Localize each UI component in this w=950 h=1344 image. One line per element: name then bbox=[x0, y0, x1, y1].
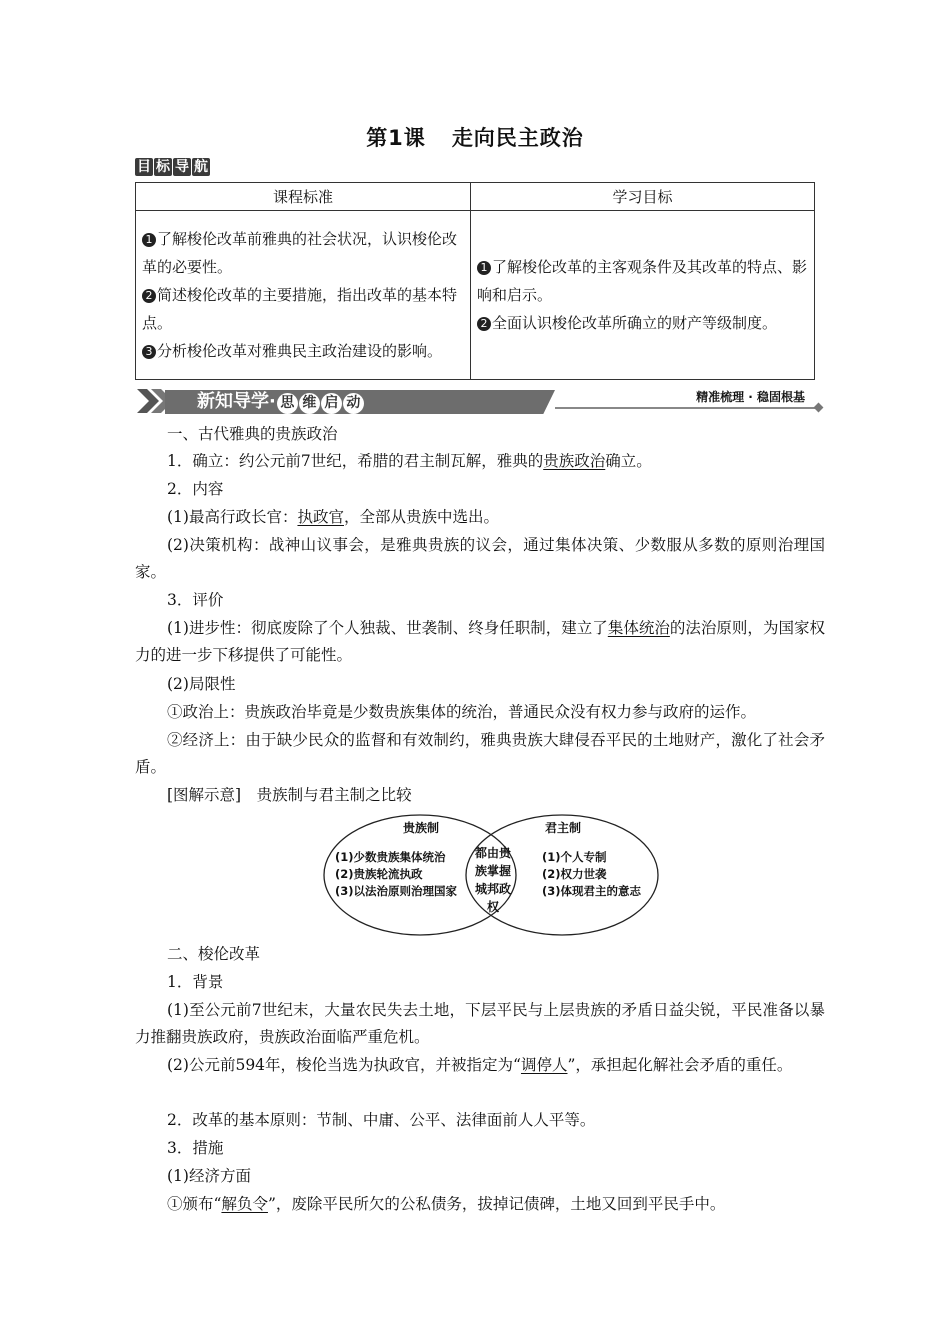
goal-tag-char: 标 bbox=[156, 159, 170, 175]
paragraph: (1)至公元前7世纪末，大量农民失去土地，下层平民与上层贵族的矛盾日益尖锐，平民准备以暴力推翻贵族政府，贵族政治面临严重危机。 bbox=[135, 1001, 825, 1046]
paragraph: 3．评价 bbox=[167, 591, 224, 609]
text: 确立。 bbox=[605, 452, 652, 470]
standard-item bbox=[142, 281, 464, 337]
banner-circle-char: 动 bbox=[343, 393, 364, 414]
paragraph: (1)经济方面 bbox=[167, 1167, 251, 1185]
goal-text: 全面认识梭伦改革所确立的财产等级制度。 bbox=[492, 314, 778, 332]
paragraph bbox=[135, 615, 825, 669]
section-heading-1: 一、古代雅典的贵族政治 bbox=[167, 425, 338, 443]
standard-item bbox=[142, 337, 464, 365]
venn-center-line: 权 bbox=[486, 900, 500, 914]
section-heading-2: 二、梭伦改革 bbox=[167, 945, 261, 963]
number-badge: 1 bbox=[477, 261, 491, 275]
venn-right-item: (3)体现君主的意志 bbox=[542, 884, 642, 898]
lesson-number: 第1课 bbox=[366, 126, 426, 150]
goal-tag-char: 目 bbox=[137, 159, 151, 175]
page-title bbox=[0, 122, 950, 152]
section-banner bbox=[135, 386, 825, 416]
banner-title bbox=[197, 390, 364, 414]
text: (1)最高行政长官： bbox=[167, 508, 298, 526]
standard-text: 简述梭伦改革的主要措施，指出改革的基本特点。 bbox=[142, 286, 458, 332]
header-course-standard: 课程标准 bbox=[136, 183, 471, 211]
venn-left-title: 贵族制 bbox=[402, 821, 440, 835]
goal-navigation-tag bbox=[135, 158, 211, 178]
underlined-term: 贵族政治 bbox=[543, 452, 606, 470]
lesson-name: 走向民主政治 bbox=[451, 126, 584, 150]
underlined-term: 执政官 bbox=[297, 508, 344, 526]
text: (2)公元前594年，梭伦当选为执政官，并被指定为“ bbox=[167, 1056, 521, 1074]
text: ”，承担起化解社会矛盾的重任。 bbox=[567, 1056, 793, 1074]
paragraph: ①政治上：贵族政治毕竟是少数贵族集体的统治，普通民众没有权力参与政府的运作。 bbox=[167, 703, 757, 721]
number-badge: 2 bbox=[142, 289, 156, 303]
paragraph: (2)决策机构：战神山议事会，是雅典贵族的议会，通过集体决策、少数服从多数的原则治理国家。 bbox=[135, 536, 825, 581]
diamond-icon bbox=[814, 403, 824, 413]
banner-dot: · bbox=[269, 391, 276, 412]
paragraph: 3．措施 bbox=[167, 1139, 224, 1157]
venn-right-item: (2)权力世袭 bbox=[542, 867, 607, 881]
paragraph: ②经济上：由于缺少民众的监督和有效制约，雅典贵族大肆侵吞平民的土地财产，激化了社会矛盾。 bbox=[135, 731, 825, 776]
paragraph bbox=[135, 1052, 825, 1079]
venn-center-line: 都由贵 bbox=[474, 846, 512, 860]
banner-circle-char: 维 bbox=[299, 393, 320, 414]
banner-left-text: 新知导学 bbox=[197, 391, 269, 412]
paragraph: (2)局限性 bbox=[167, 675, 236, 693]
venn-left-item: (1)少数贵族集体统治 bbox=[335, 850, 446, 864]
text: ”，废除平民所欠的公私债务，拔掉记债碑，土地又回到平民手中。 bbox=[267, 1195, 726, 1213]
venn-center-line: 族掌握 bbox=[474, 864, 512, 878]
banner-circle-char: 思 bbox=[277, 393, 298, 414]
standards-table bbox=[135, 182, 815, 380]
text: ①颁布“ bbox=[167, 1195, 222, 1213]
paragraph: 2．改革的基本原则：节制、中庸、公平、法律面前人人平等。 bbox=[167, 1111, 596, 1129]
paragraph bbox=[135, 448, 825, 475]
venn-center-line: 城邦政 bbox=[474, 882, 512, 896]
paragraph bbox=[135, 1191, 825, 1218]
text: ，全部从贵族中选出。 bbox=[343, 508, 499, 526]
text: 的法治原则，为国家权力的进一步下移提供了可能性。 bbox=[135, 619, 825, 664]
banner-circle-char: 启 bbox=[321, 393, 342, 414]
underlined-term: 集体统治 bbox=[607, 619, 670, 637]
goal-tag-char: 航 bbox=[194, 159, 208, 175]
learning-goal-cell bbox=[471, 211, 815, 380]
paragraph bbox=[135, 504, 825, 531]
venn-left-item: (3)以法治原则治理国家 bbox=[335, 884, 458, 898]
underlined-term: 调停人 bbox=[520, 1056, 568, 1074]
number-badge: 2 bbox=[477, 317, 491, 331]
goal-tag-char: 导 bbox=[175, 159, 189, 175]
banner-right-text: 精准梳理 · 稳固根基 bbox=[696, 390, 805, 404]
text: 1．确立：约公元前7世纪，希腊的君主制瓦解，雅典的 bbox=[167, 452, 544, 470]
number-badge: 1 bbox=[142, 233, 156, 247]
standard-text: 分析梭伦改革对雅典民主政治建设的影响。 bbox=[157, 342, 443, 360]
header-learning-goal: 学习目标 bbox=[471, 183, 815, 211]
number-badge: 3 bbox=[142, 345, 156, 359]
venn-right-title: 君主制 bbox=[544, 821, 582, 835]
venn-right-item: (1)个人专制 bbox=[542, 850, 607, 864]
goal-text: 了解梭伦改革的主客观条件及其改革的特点、影响和启示。 bbox=[477, 258, 808, 304]
venn-left-item: (2)贵族轮流执政 bbox=[335, 867, 423, 881]
course-standard-cell bbox=[136, 211, 471, 380]
goal-item bbox=[477, 253, 808, 309]
paragraph: 2．内容 bbox=[167, 480, 224, 498]
paragraph: 1．背景 bbox=[167, 973, 224, 991]
standard-item bbox=[142, 225, 464, 281]
text: (1)进步性：彻底废除了个人独裁、世袭制、终身任职制，建立了 bbox=[167, 619, 608, 637]
figure-caption: [图解示意] 贵族制与君主制之比较 bbox=[167, 786, 412, 804]
standard-text: 了解梭伦改革前雅典的社会状况，认识梭伦改革的必要性。 bbox=[142, 230, 458, 276]
goal-item bbox=[477, 309, 808, 337]
venn-diagram bbox=[322, 812, 662, 940]
underlined-term: 解负令 bbox=[221, 1195, 268, 1213]
banner-line bbox=[555, 407, 817, 409]
